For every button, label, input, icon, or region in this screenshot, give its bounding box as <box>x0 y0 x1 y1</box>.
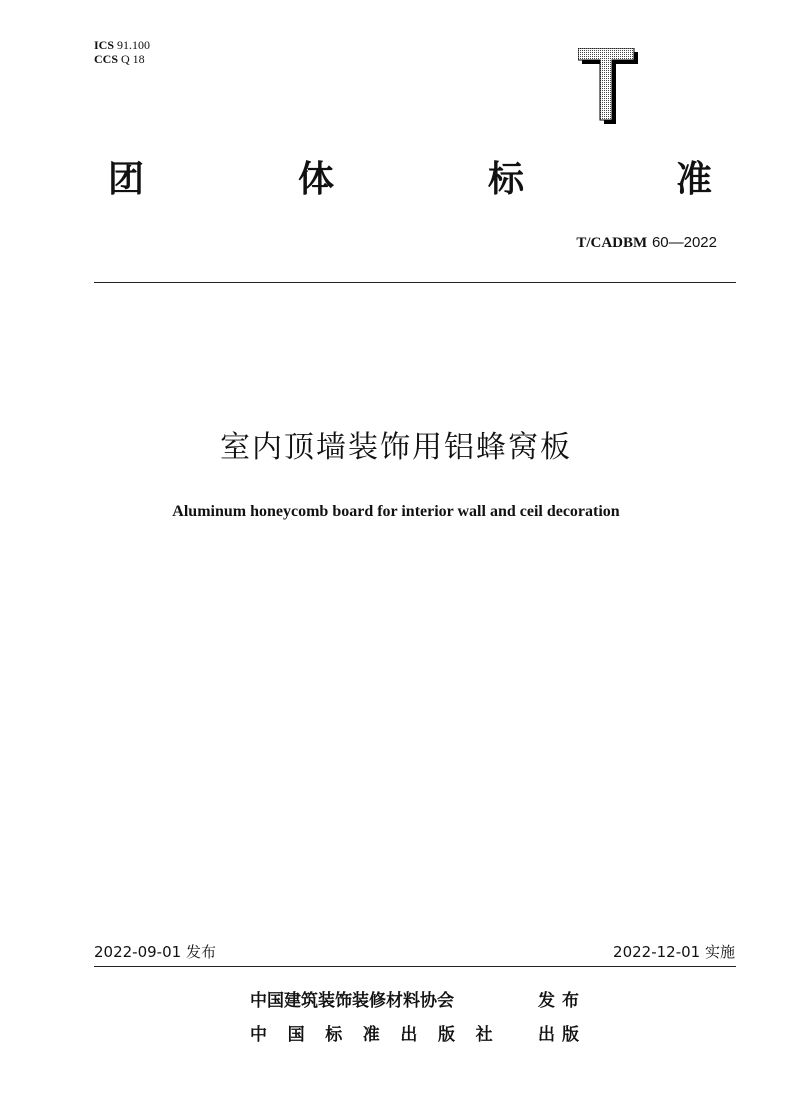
implement-date: 2022-12-01 实施 <box>613 943 735 961</box>
publisher-association-role: 发 布 <box>538 991 579 1011</box>
title-english: Aluminum honeycomb board for interior wall and ceil decoration <box>172 503 620 520</box>
ccs-code: CCS Q 18 <box>94 52 145 66</box>
publisher-association-name: 中国建筑装饰装修材料协会 <box>250 991 454 1011</box>
publisher-press-role: 出 版 <box>538 1025 579 1045</box>
standard-number-value: 60—2022 <box>651 234 717 251</box>
publisher-press-name: 中 国 标 准 出 版 社 <box>250 1025 493 1045</box>
issue-date: 2022-09-01 发布 <box>94 943 216 961</box>
standard-logo-t-icon <box>578 48 638 124</box>
standard-type <box>94 158 726 208</box>
title-chinese: 室内顶墙装饰用铝蜂窝板 <box>220 430 572 465</box>
ics-code: ICS 91.100 <box>94 38 151 52</box>
top-divider <box>94 282 736 283</box>
standard-type-char: 体 <box>298 159 335 200</box>
standard-type-char: 标 <box>488 159 525 200</box>
standard-number-prefix: T/CADBM <box>576 235 648 251</box>
standard-type-char: 团 <box>108 159 145 200</box>
standard-type-char: 准 <box>676 159 713 200</box>
standard-number <box>576 233 717 252</box>
classification-codes <box>94 38 150 66</box>
bottom-divider <box>94 966 736 967</box>
